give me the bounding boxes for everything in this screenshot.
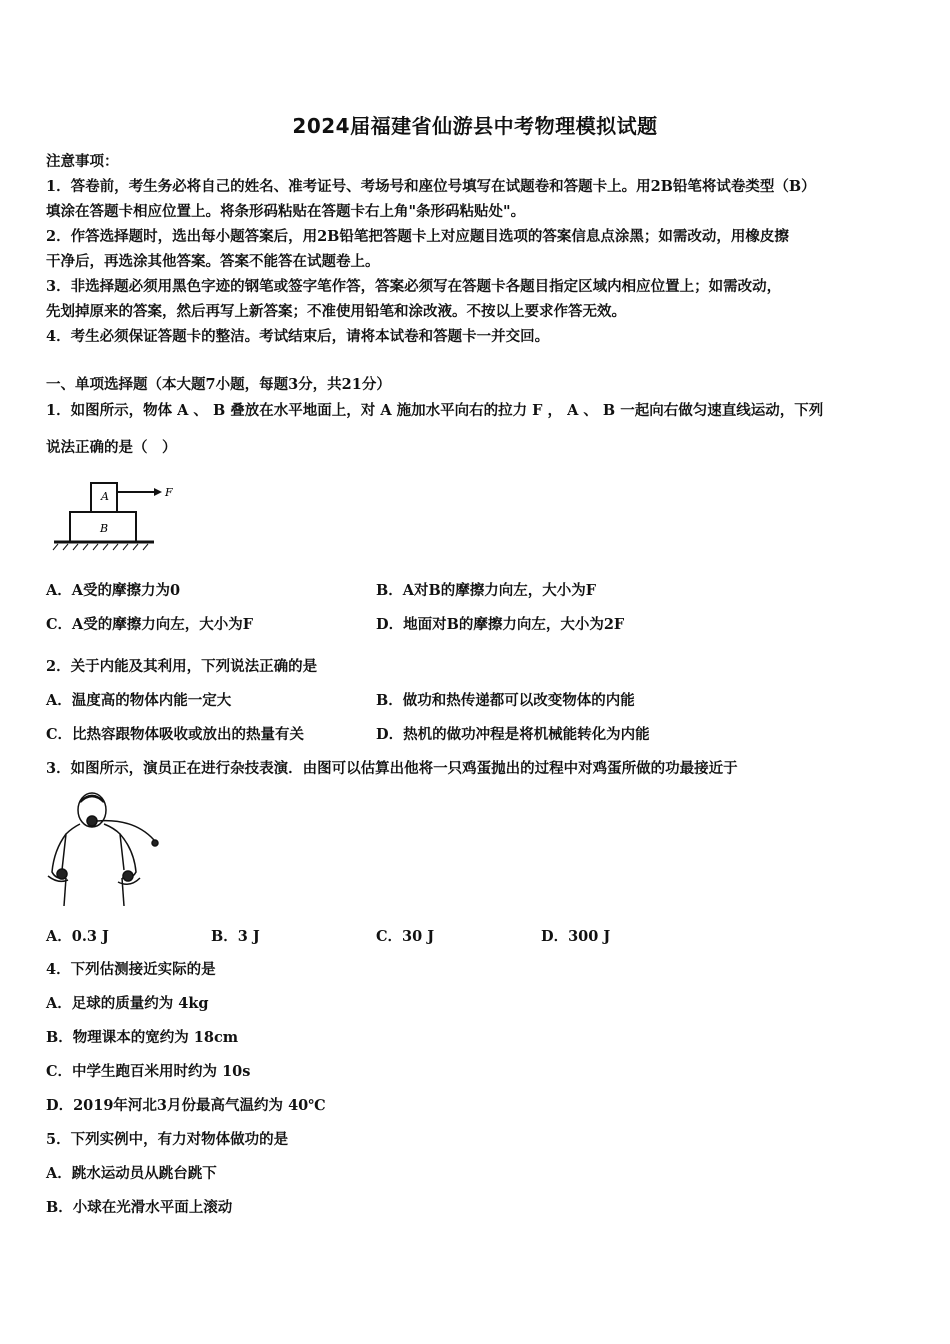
notice-line: 3．非选择题必须用黑色字迹的钢笔或签字笔作答，答案必须写在答题卡各题目指定区域内相应位置上；如需改动， (46, 278, 782, 295)
q3-option-d: D．300 J (541, 928, 611, 945)
exam-title: 2024届福建省仙游县中考物理模拟试题 (292, 114, 658, 138)
q3-option-b: B．3 J (211, 928, 260, 945)
q3-option-a: A．0.3 J (46, 928, 109, 945)
q5-stem: 5．下列实例中，有力对物体做功的是 (46, 1131, 289, 1148)
q1-stem-continued: 说法正确的是（ ） (46, 439, 177, 456)
notice-line: 干净后，再选涂其他答案。答案不能答在试题卷上。 (46, 253, 380, 270)
q2-option-b: B．做功和热传递都可以改变物体的内能 (376, 692, 635, 709)
fig-label-b: B (100, 522, 109, 535)
q3-stem: 3．如图所示，演员正在进行杂技表演．由图可以估算出他将一只鸡蛋抛出的过程中对鸡蛋所做的功最接近于 (46, 760, 738, 777)
notice-line: 2．作答选择题时，选出每小题答案后，用2B铅笔把答题卡上对应题目选项的答案信息点涂黑；如需改动，用橡皮擦 (46, 228, 789, 245)
q5-option-a: A．跳水运动员从跳台跳下 (46, 1165, 217, 1182)
q1-option-a: A．A受的摩擦力为0 (46, 582, 181, 599)
notice-line: 先划掉原来的答案，然后再写上新答案；不准使用铅笔和涂改液。不按以上要求作答无效。 (46, 303, 626, 320)
section-heading: 一、单项选择题（本大题7小题，每题3分，共21分） (46, 376, 391, 393)
q4-option-d: D．2019年河北3月份最高气温约为 40℃ (46, 1097, 326, 1114)
q3-juggler-figure (44, 788, 166, 910)
egg-in-mouth (87, 816, 97, 826)
fig-label-a: A (101, 490, 109, 503)
q1-stacked-blocks-figure (50, 476, 173, 552)
notice-heading: 注意事项： (46, 153, 119, 170)
egg-right-hand (123, 871, 133, 881)
q4-option-a: A．足球的质量约为 4kg (46, 995, 209, 1012)
notice-line: 填涂在答题卡相应位置上。将条形码粘贴在答题卡右上角"条形码粘贴处"。 (46, 203, 526, 220)
q1-option-c: C．A受的摩擦力向左，大小为F (46, 616, 254, 633)
fig-label-f: F (165, 486, 173, 499)
q2-stem: 2．关于内能及其利用，下列说法正确的是 (46, 658, 318, 675)
q4-option-c: C．中学生跑百米用时约为 10s (46, 1063, 251, 1080)
force-arrowhead (154, 488, 162, 496)
q2-option-d: D．热机的做功冲程是将机械能转化为内能 (376, 726, 650, 743)
q2-option-a: A．温度高的物体内能一定大 (46, 692, 232, 709)
egg-left-hand (57, 869, 67, 879)
notice-line: 1．答卷前，考生务必将自己的姓名、准考证号、考场号和座位号填写在试题卷和答题卡上。用2B铅笔将试卷类型（B） (46, 178, 816, 195)
q1-stem: 1．如图所示，物体 A 、 B 叠放在水平地面上，对 A 施加水平向右的拉力 F ， A 、 B 一起向右做匀速直线运动，下列 (46, 402, 824, 419)
q1-option-d: D．地面对B的摩擦力向左，大小为2F (376, 616, 625, 633)
q4-option-b: B．物理课本的宽约为 18cm (46, 1029, 239, 1046)
q3-option-c: C．30 J (376, 928, 435, 945)
q2-option-c: C．比热容跟物体吸收或放出的热量有关 (46, 726, 305, 743)
q4-stem: 4．下列估测接近实际的是 (46, 961, 216, 978)
egg-trajectory (97, 821, 154, 840)
q1-option-b: B．A对B的摩擦力向左，大小为F (376, 582, 597, 599)
notice-line: 4．考生必须保证答题卡的整洁。考试结束后，请将本试卷和答题卡一并交回。 (46, 328, 550, 345)
q5-option-b: B．小球在光滑水平面上滚动 (46, 1199, 233, 1216)
